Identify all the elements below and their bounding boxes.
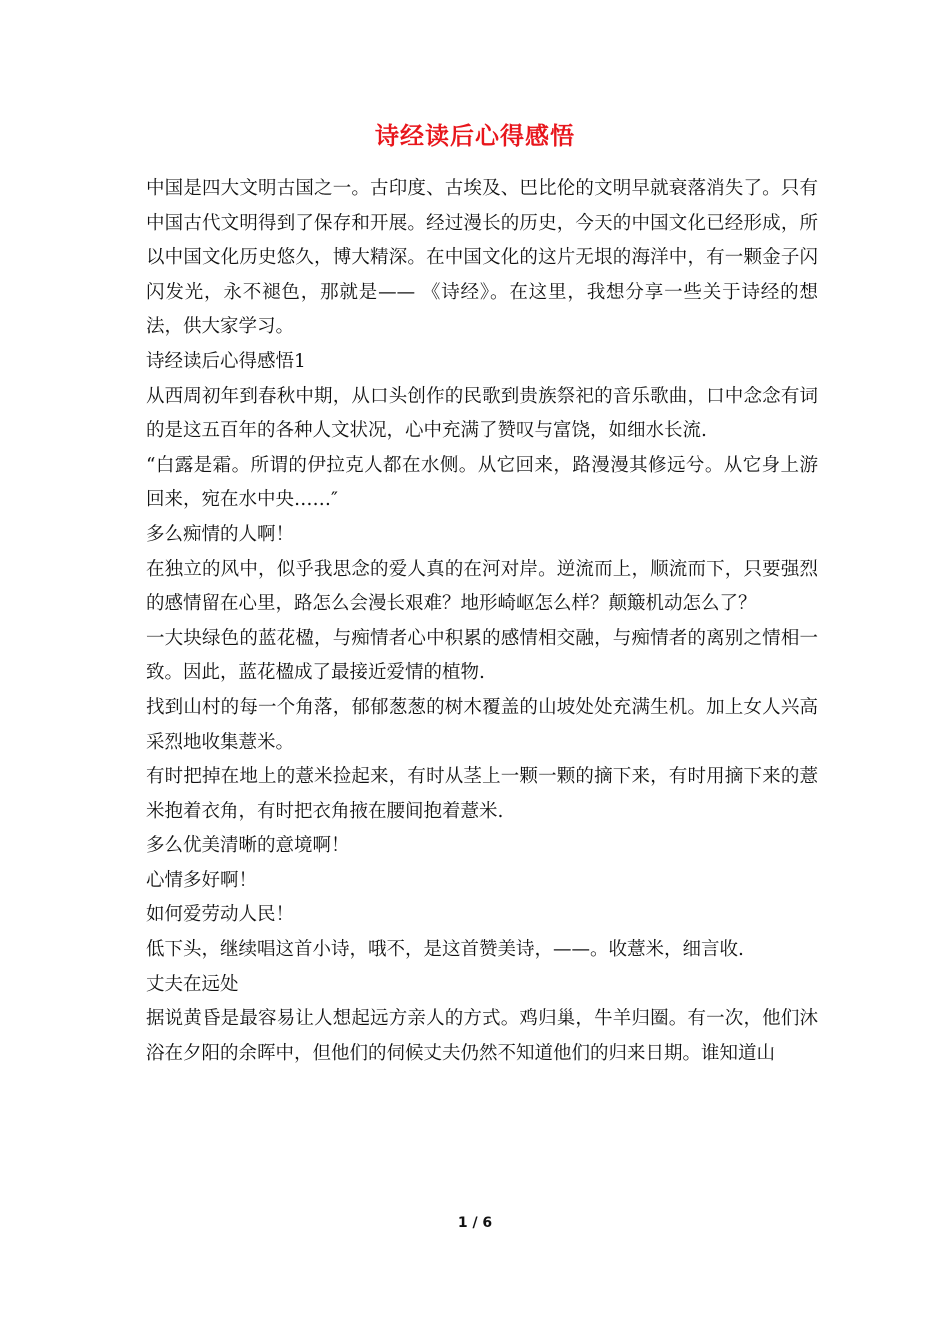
paragraph: 低下头，继续唱这首小诗，哦不，是这首赞美诗，——。收薏米，细言收. — [146, 939, 744, 961]
paragraph: 从西周初年到春秋中期，从口头创作的民歌到贵族祭祀的音乐歌曲，口中念念有词的是这五百年的各种人文状况，心中充满了赞叹与富饶，如细水长流. — [146, 385, 818, 442]
section-heading: 丈夫在远处 — [146, 973, 239, 995]
paragraph: 心情多好啊！ — [146, 869, 258, 891]
page-number: 1 / 6 — [457, 1215, 493, 1231]
section-heading: 诗经读后心得感悟1 — [146, 350, 306, 372]
paragraph: 一大块绿色的蓝花楹，与痴情者心中积累的感情相交融，与痴情者的离别之情相一致。因此，蓝花楹成了最接近爱情的植物. — [146, 627, 818, 684]
paragraph: 中国是四大文明古国之一。古印度、古埃及、巴比伦的文明早就衰落消失了。只有中国古代文明得到了保存和开展。经过漫长的历史，今天的中国文化已经形成，所以中国文化历史悠久，博大精深。在中国文化的这片无垠的海洋中，有一颗金子闪闪发光，永不褪色，那就是—— 《诗经》。在这里，我想分享一些关于诗经的想法，供大家学习。 — [146, 178, 818, 338]
paragraph: 据说黄昏是最容易让人想起远方亲人的方式。鸡归巢，牛羊归圈。有一次，他们沐浴在夕阳的余晖中，但他们的伺候丈夫仍然不知道他们的归来日期。谁知道山 — [146, 1008, 818, 1064]
document-title: 诗经读后心得感悟 — [375, 121, 575, 150]
paragraph: 如何爱劳动人民！ — [146, 904, 295, 926]
paragraph: 多么痴情的人啊！ — [146, 523, 295, 545]
quotation-paragraph: “白露是霜。所谓的伊拉克人都在水侧。从它回来，路漫漫其修远兮。从它身上游回来，宛在水中央……″ — [146, 454, 818, 511]
document-body — [146, 172, 818, 1071]
paragraph: 在独立的风中，似乎我思念的爱人真的在河对岸。逆流而上，顺流而下，只要强烈的感情留在心里，路怎么会漫长艰难？地形崎岖怎么样？颠簸机动怎么了？ — [146, 558, 818, 615]
paragraph: 多么优美清晰的意境啊！ — [146, 835, 350, 857]
paragraph: 找到山村的每一个角落，郁郁葱葱的树木覆盖的山坡处处充满生机。加上女人兴高采烈地收集薏米。 — [146, 696, 818, 753]
paragraph: 有时把掉在地上的薏米捡起来，有时从茎上一颗一颗的摘下来，有时用摘下来的薏米抱着衣角，有时把衣角掖在腰间抱着薏米. — [146, 766, 818, 822]
